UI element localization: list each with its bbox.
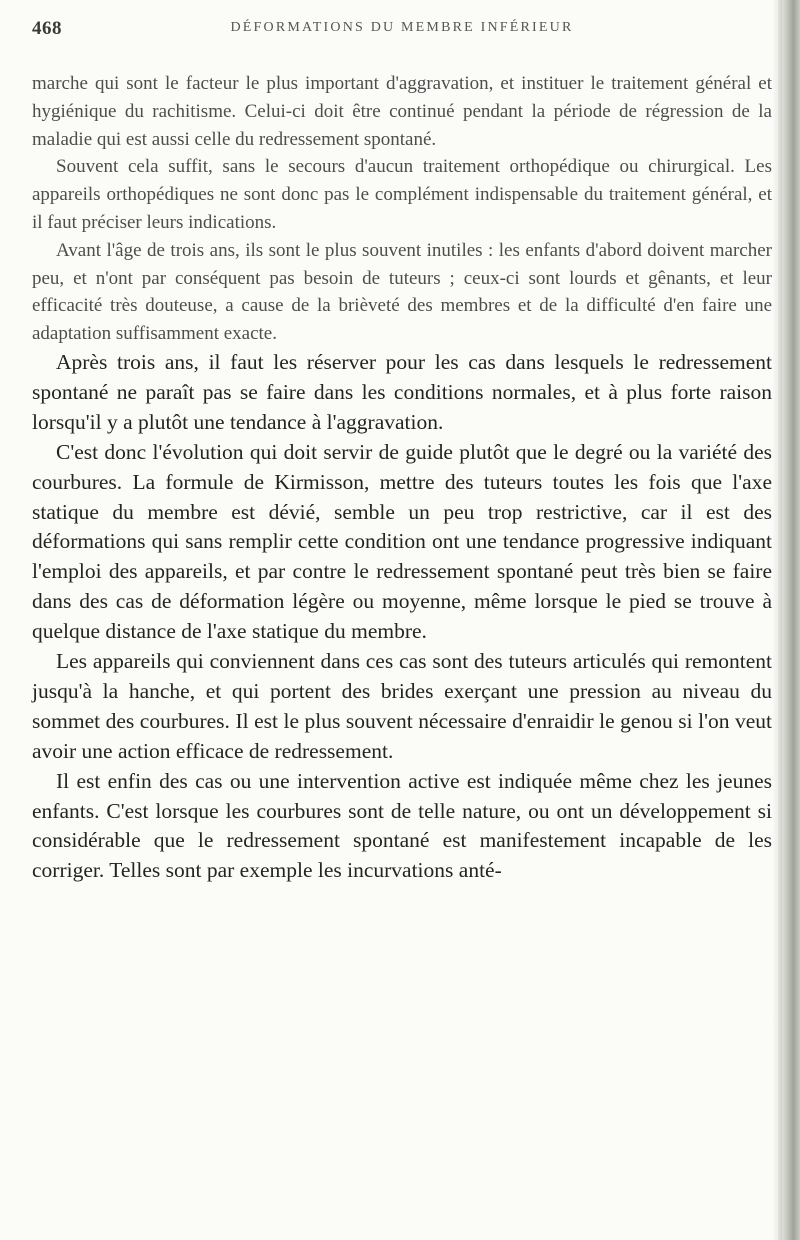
paragraph: Souvent cela suffit, sans le secours d'aucun traitement orthopédique ou chirurgical. Les appareils orthopédiques ne sont donc pas le complément indispensable du traitement général, et il faut préciser leurs indications. [32, 156, 772, 233]
paragraph: Après trois ans, il faut les réserver pour les cas dans lesquels le redressement spontané ne paraît pas se faire dans les conditions normales, et à plus forte raison lorsqu'il y a plutôt une tendance à l'aggravation. [32, 349, 772, 434]
running-title: DÉFORMATIONS DU MEMBRE INFÉRIEUR [230, 20, 574, 35]
page-header [32, 16, 772, 44]
paragraph: C'est donc l'évolution qui doit servir de guide plutôt que le degré ou la variété des courbures. La formule de Kirmisson, mettre des tuteurs toutes les fois que l'axe statique du membre est dévié, semble un peu trop restrictive, car il est des déformations qui sans remplir cette condition ont une tendance progressive indiquant l'emploi des appareils, et par contre le redressement spontané peut très bien se faire dans des cas de déformation légère ou moyenne, même lorsque le pied se trouve à quelque distance de l'axe statique du membre. [32, 439, 772, 644]
page-edge-shadow [772, 0, 782, 1240]
page-number: 468 [32, 18, 62, 39]
paragraph: Avant l'âge de trois ans, ils sont le plus souvent inutiles : les enfants d'abord doivent marcher peu, et n'ont par conséquent pas besoin de tuteurs ; ceux-ci sont lourds et gênants, et leur efficacité très douteuse, a cause de la brièveté des membres et de la difficulté d'en faire une adaptation suffisamment exacte. [32, 239, 772, 345]
body-text [32, 70, 772, 886]
paragraph: Les appareils qui conviennent dans ces cas sont des tuteurs articulés qui remontent jusqu'à la hanche, et qui portent des brides exerçant une pression au niveau du sommet des courbures. Il est le plus souvent nécessaire d'enraidir le genou si l'on veut avoir une action efficace de redressement. [32, 649, 772, 763]
paragraph: marche qui sont le facteur le plus important d'aggravation, et instituer le traitement général et hygiénique du rachitisme. Celui-ci doit être continué pendant la période de régression de la maladie qui est aussi celle du redressement spontané. [32, 73, 772, 150]
paragraph: Il est enfin des cas ou une intervention active est indiquée même chez les jeunes enfants. C'est lorsque les courbures sont de telle nature, ou ont un développement si considérable que le redressement spontané est manifestement incapable de les corriger. Telles sont par exemple les incurvations anté- [32, 768, 772, 883]
